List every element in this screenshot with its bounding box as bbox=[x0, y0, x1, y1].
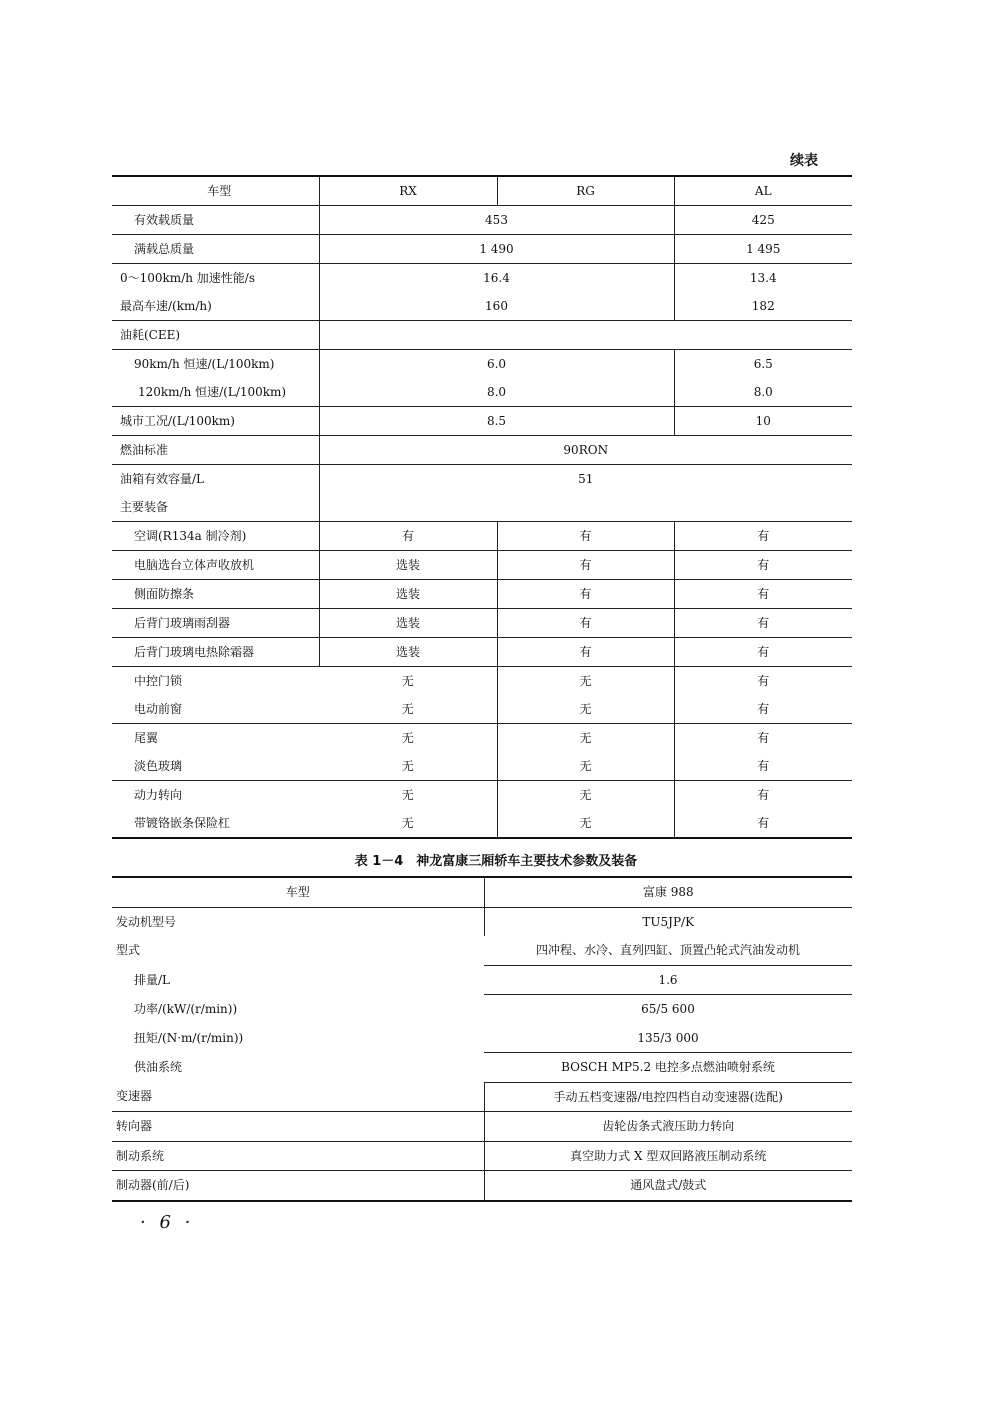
row-label: 0～100km/h 加速性能/s bbox=[112, 264, 319, 293]
row-label: 供油系统 bbox=[134, 1060, 183, 1074]
value-rx: 无 bbox=[319, 781, 497, 810]
value-al: 13.4 bbox=[674, 264, 852, 293]
value-al: 1 495 bbox=[674, 235, 852, 264]
table-row bbox=[112, 809, 852, 838]
value-rg: 无 bbox=[497, 724, 674, 753]
row-label: 转向器 bbox=[112, 1112, 484, 1142]
value-rx: 选装 bbox=[319, 551, 497, 580]
header-rx: RX bbox=[319, 176, 497, 206]
row-value: 四冲程、水冷、直列四缸、顶置凸轮式汽油发动机 bbox=[535, 943, 800, 957]
value-rx-rg: 160 bbox=[319, 292, 674, 321]
row-value: 手动五档变速器/电控四档自动变速器(选配) bbox=[484, 1082, 852, 1112]
value-rg: 无 bbox=[497, 667, 674, 696]
row-label: 有效载质量 bbox=[112, 206, 319, 235]
table-header-row bbox=[112, 176, 852, 206]
value-rg: 有 bbox=[497, 580, 674, 609]
table-row bbox=[112, 1053, 852, 1083]
value-rx: 选装 bbox=[319, 580, 497, 609]
row-label: 电动前窗 bbox=[134, 702, 183, 716]
row-label: 满载总质量 bbox=[112, 235, 319, 264]
value-al: 有 bbox=[674, 522, 852, 551]
table-row bbox=[112, 965, 852, 995]
value-rx-rg: 1 490 bbox=[319, 235, 674, 264]
row-label: 侧面防擦条 bbox=[112, 580, 319, 609]
row-label: 燃油标准 bbox=[112, 436, 319, 465]
table-row bbox=[112, 493, 852, 522]
row-label: 120km/h 恒速/(L/100km) bbox=[138, 385, 287, 399]
value-al: 有 bbox=[674, 781, 852, 810]
value-rg: 有 bbox=[497, 551, 674, 580]
row-label: 淡色玻璃 bbox=[134, 759, 183, 773]
row-label: 动力转向 bbox=[112, 781, 319, 810]
value-rx: 选装 bbox=[319, 638, 497, 667]
value-al: 10 bbox=[674, 407, 852, 436]
table-row bbox=[112, 264, 852, 293]
header-al: AL bbox=[674, 176, 852, 206]
table-row bbox=[112, 1024, 852, 1053]
table-row bbox=[112, 781, 852, 810]
table-row bbox=[112, 206, 852, 235]
header-rg: RG bbox=[497, 176, 674, 206]
table-row bbox=[112, 1112, 852, 1142]
table-row bbox=[112, 522, 852, 551]
value-rx-rg: 8.5 bbox=[319, 407, 674, 436]
value-al: 8.0 bbox=[674, 378, 852, 407]
value-al: 有 bbox=[674, 695, 852, 724]
row-value: 齿轮齿条式液压助力转向 bbox=[484, 1112, 852, 1142]
table-row bbox=[112, 1082, 852, 1112]
row-label: 制动系统 bbox=[112, 1141, 484, 1171]
row-label: 扭矩/(N·m/(r/min)) bbox=[134, 1030, 244, 1045]
row-label: 型式 bbox=[116, 943, 141, 958]
header-model: 车型 bbox=[285, 885, 310, 899]
value-al: 6.5 bbox=[674, 350, 852, 379]
table-row bbox=[112, 995, 852, 1024]
value-all: 90RON bbox=[319, 436, 852, 465]
value-rx-rg: 16.4 bbox=[319, 264, 674, 293]
continued-table-label: 续表 bbox=[790, 153, 818, 169]
vehicle-spec-table-continued bbox=[112, 175, 852, 839]
value-rg: 无 bbox=[497, 809, 674, 838]
row-value: 真空助力式 X 型双回路液压制动系统 bbox=[484, 1141, 852, 1171]
table-row bbox=[112, 1171, 852, 1201]
row-label: 油箱有效容量/L bbox=[112, 465, 319, 494]
value-rx-rg: 453 bbox=[319, 206, 674, 235]
value-rx: 有 bbox=[319, 522, 497, 551]
value-rx-rg: 6.0 bbox=[319, 350, 674, 379]
header-fukang: 富康 988 bbox=[484, 877, 852, 907]
table-row bbox=[112, 1141, 852, 1171]
row-label: 空调(R134a 制冷剂) bbox=[112, 522, 319, 551]
row-label: 城市工况/(L/100km) bbox=[112, 407, 319, 436]
row-label: 制动器(前/后) bbox=[112, 1171, 484, 1201]
row-label: 功率/(kW/(r/min)) bbox=[134, 1001, 238, 1016]
fukang-spec-table bbox=[112, 876, 852, 1202]
value-al: 有 bbox=[674, 551, 852, 580]
table-row bbox=[112, 378, 852, 407]
row-label: 后背门玻璃雨刮器 bbox=[112, 609, 319, 638]
value-rx-rg: 8.0 bbox=[319, 378, 674, 407]
table-row bbox=[112, 638, 852, 667]
row-value: TU5JP/K bbox=[484, 907, 852, 936]
row-label: 电脑选台立体声收放机 bbox=[112, 551, 319, 580]
table-row bbox=[112, 695, 852, 724]
value-rx: 无 bbox=[319, 724, 497, 753]
value-al: 有 bbox=[674, 724, 852, 753]
value-al: 182 bbox=[674, 292, 852, 321]
row-label: 90km/h 恒速/(L/100km) bbox=[112, 350, 319, 379]
value-al: 有 bbox=[674, 609, 852, 638]
table-row bbox=[112, 235, 852, 264]
table-header-row bbox=[112, 877, 852, 907]
page-number: · 6 · bbox=[140, 1212, 195, 1233]
row-value: 65/5 600 bbox=[484, 995, 852, 1024]
row-label: 油耗(CEE) bbox=[112, 321, 319, 350]
value-al: 有 bbox=[674, 667, 852, 696]
value-rx: 无 bbox=[401, 816, 414, 830]
row-value: 1.6 bbox=[484, 965, 852, 995]
table-row bbox=[112, 667, 852, 696]
table-row bbox=[112, 752, 852, 781]
row-label: 最高车速/(km/h) bbox=[120, 299, 212, 313]
value-rx: 选装 bbox=[319, 609, 497, 638]
row-label: 中控门锁 bbox=[112, 667, 319, 696]
value-al: 有 bbox=[674, 752, 852, 781]
row-label: 尾翼 bbox=[112, 724, 319, 753]
row-label: 发动机型号 bbox=[112, 907, 484, 936]
value-rx: 无 bbox=[401, 702, 414, 716]
table-row bbox=[112, 936, 852, 965]
table-row bbox=[112, 724, 852, 753]
value-rg: 无 bbox=[497, 752, 674, 781]
table-row bbox=[112, 350, 852, 379]
row-label: 后背门玻璃电热除霜器 bbox=[112, 638, 319, 667]
table-row bbox=[112, 609, 852, 638]
value-rg: 无 bbox=[497, 695, 674, 724]
row-value: BOSCH MP5.2 电控多点燃油喷射系统 bbox=[484, 1053, 852, 1083]
row-value: 通风盘式/鼓式 bbox=[484, 1171, 852, 1201]
value-rg: 有 bbox=[497, 522, 674, 551]
value-al: 有 bbox=[674, 638, 852, 667]
table-caption: 表 1－4 神龙富康三厢轿车主要技术参数及装备 bbox=[354, 854, 638, 869]
value-rg: 有 bbox=[497, 638, 674, 667]
value-all: 51 bbox=[319, 465, 852, 494]
row-label: 带镀铬嵌条保险杠 bbox=[134, 816, 231, 830]
value-al: 425 bbox=[674, 206, 852, 235]
table-row bbox=[112, 465, 852, 494]
header-model: 车型 bbox=[207, 184, 232, 198]
table-row bbox=[112, 580, 852, 609]
table-row bbox=[112, 551, 852, 580]
table-row bbox=[112, 292, 852, 321]
table-row bbox=[112, 321, 852, 350]
value-al: 有 bbox=[674, 809, 852, 838]
row-label: 变速器 bbox=[116, 1089, 153, 1104]
value-rx: 无 bbox=[401, 759, 414, 773]
empty-cell bbox=[319, 493, 852, 522]
row-label: 排量/L bbox=[134, 972, 171, 987]
empty-cell bbox=[319, 321, 852, 350]
table-row bbox=[112, 907, 852, 936]
table-row bbox=[112, 407, 852, 436]
value-rg: 有 bbox=[497, 609, 674, 638]
value-al: 有 bbox=[674, 580, 852, 609]
row-value: 135/3 000 bbox=[637, 1030, 699, 1045]
value-rg: 无 bbox=[497, 781, 674, 810]
table-row bbox=[112, 436, 852, 465]
row-label: 主要装备 bbox=[120, 500, 169, 514]
value-rx: 无 bbox=[319, 667, 497, 696]
